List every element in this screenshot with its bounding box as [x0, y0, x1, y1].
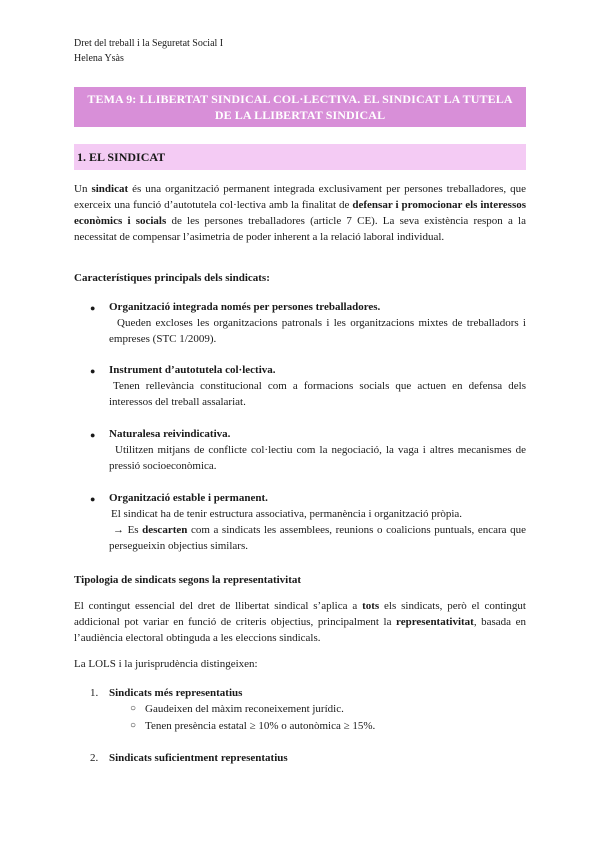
type-title: Sindicats suficientment representatius [109, 752, 288, 764]
bullet-icon: ● [90, 303, 96, 313]
typology-heading: Tipologia de sindicats segons la representativitat [74, 574, 302, 586]
list-item [109, 362, 526, 410]
circle-bullet-icon: ○ [130, 703, 137, 714]
section-heading: 1. EL SINDICAT [74, 144, 526, 170]
topic-title-banner [74, 87, 526, 127]
characteristics-heading: Característiques principals dels sindicats: [74, 272, 270, 284]
bullet-icon: ● [90, 366, 96, 376]
course-name: Dret del treball i la Seguretat Social I [74, 38, 224, 49]
list-item [109, 299, 526, 347]
bullet-icon: ● [90, 430, 96, 440]
intro-paragraph: Un sindicat és una organització permanent integrada exclusivament per persones treballadores, que exerceix una funció d’autotutela col·lectiva amb la finalitat de defensar i promocionar els interessos econòmics i socials de les persones treballadores (article 7 CE). La seva existència respon a la necessitat de compensar l’asimetria de poder inherent a la relació laboral individual. [74, 183, 527, 243]
list-item [109, 426, 526, 474]
list-item-title: Organització integrada només per persones treballadores. [109, 301, 381, 313]
sub-item: Tenen presència estatal ≥ 10% o autonòmica ≥ 15%. [145, 720, 376, 732]
list-item-desc: Queden excloses les organitzacions patronals i les organitzacions mixtes de treballadors i empreses (STC 1/2009). [109, 317, 526, 345]
author-name: Helena Ysàs [74, 53, 124, 64]
term-sindicat: sindicat [91, 183, 129, 195]
circle-bullet-icon: ○ [130, 720, 137, 731]
list-item-desc: Utilitzen mitjans de conflicte col·lectiu com la negociació, la vaga i altres mecanismes de pressió socioeconòmica. [109, 444, 526, 472]
type-title: Sindicats més representatius [109, 687, 243, 699]
list-item-desc: El sindicat ha de tenir estructura associativa, permanència i organització pròpia. [111, 508, 463, 520]
emphasis-purpose: defensar i promocionar els interessos econòmics i socials [74, 199, 527, 227]
list-item-title: Organització estable i permanent. [109, 492, 268, 504]
typology-paragraph: El contingut essencial del dret de llibertat sindical s’aplica a tots els sindicats, però el contingut addicional pot variar en funció de criteris objectius, principalment la representativitat, basada en l’audiència electoral obtinguda a les eleccions sindicals. [74, 600, 527, 644]
list-item-title: Instrument d’autotutela col·lectiva. [109, 364, 276, 376]
arrow-note: → Es descarten com a sindicats les assemblees, reunions o coalicions puntuals, encara que persegueixin objectius similars. [109, 524, 527, 552]
list-item-title: Naturalesa reivindicativa. [109, 428, 231, 440]
document-header [74, 36, 223, 66]
topic-title-line1: TEMA 9: LLIBERTAT SINDICAL COL·LECTIVA. EL SINDICAT LA TUTELA [87, 92, 513, 106]
topic-title-line2: DE LA LLIBERTAT SINDICAL [214, 108, 386, 122]
sub-item: Gaudeixen del màxim reconeixement jurídic. [145, 703, 344, 715]
lols-intro: La LOLS i la jurisprudència distingeixen: [74, 658, 258, 670]
bullet-icon: ● [90, 494, 96, 504]
list-number: 1. [90, 687, 99, 699]
list-item-desc: Tenen rellevància constitucional com a formacions socials que actuen en defensa dels interessos del treball assalariat. [109, 380, 526, 408]
list-item [109, 490, 526, 554]
list-number: 2. [90, 752, 99, 764]
